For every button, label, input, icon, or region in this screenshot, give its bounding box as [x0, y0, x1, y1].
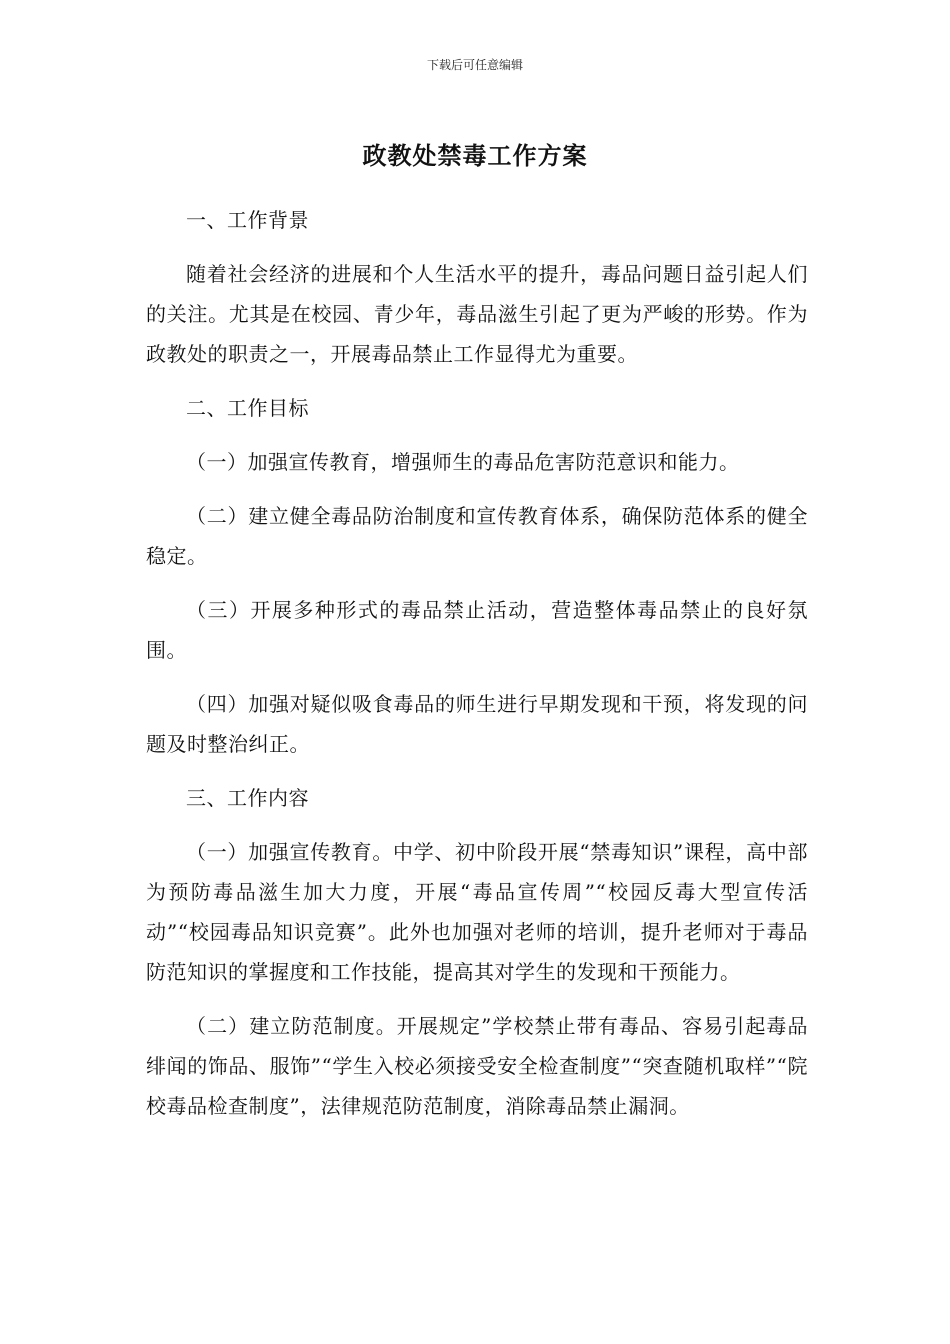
paragraph-goal-4: （四）加强对疑似吸食毒品的师生进行早期发现和干预，将发现的问题及时整治纠正。 [146, 692, 808, 756]
paragraph-background: 随着社会经济的进展和个人生活水平的提升，毒品问题日益引起人们的关注。尤其是在校园、青少年，毒品滋生引起了更为严峻的形势。作为政教处的职责之一，开展毒品禁止工作显得尤为重要。 [146, 262, 808, 366]
document-title: 政教处禁毒工作方案 [362, 142, 588, 170]
section-heading-content: 三、工作内容 [186, 786, 309, 810]
section-heading-background: 一、工作背景 [186, 208, 309, 232]
paragraph-content-2: （二）建立防范制度。开展规定”学校禁止带有毒品、容易引起毒品绯闻的饰品、服饰”“学生入校必须接受安全检查制度”“突查随机取样”“院校毒品检查制度”，法律规范防范制度，消除毒品禁止漏洞。 [146, 1014, 808, 1118]
paragraph-content-1: （一）加强宣传教育。中学、初中阶段开展“禁毒知识”课程，高中部为预防毒品滋生加大力度，开展“毒品宣传周”“校园反毒大型宣传活动”“校园毒品知识竞赛”。此外也加强对老师的培训，提升老师对于毒品防范知识的掌握度和工作技能，提高其对学生的发现和干预能力。 [146, 840, 808, 984]
paragraph-goal-3: （三）开展多种形式的毒品禁止活动，营造整体毒品禁止的良好氛围。 [146, 598, 808, 662]
paragraph-goal-1: （一）加强宣传教育，增强师生的毒品危害防范意识和能力。 [186, 450, 740, 474]
header-note: 下载后可任意编辑 [426, 58, 523, 72]
paragraph-goal-2: （二）建立健全毒品防治制度和宣传教育体系，确保防范体系的健全稳定。 [146, 504, 808, 568]
document-body [146, 200, 808, 1140]
section-heading-goals: 二、工作目标 [186, 396, 309, 420]
